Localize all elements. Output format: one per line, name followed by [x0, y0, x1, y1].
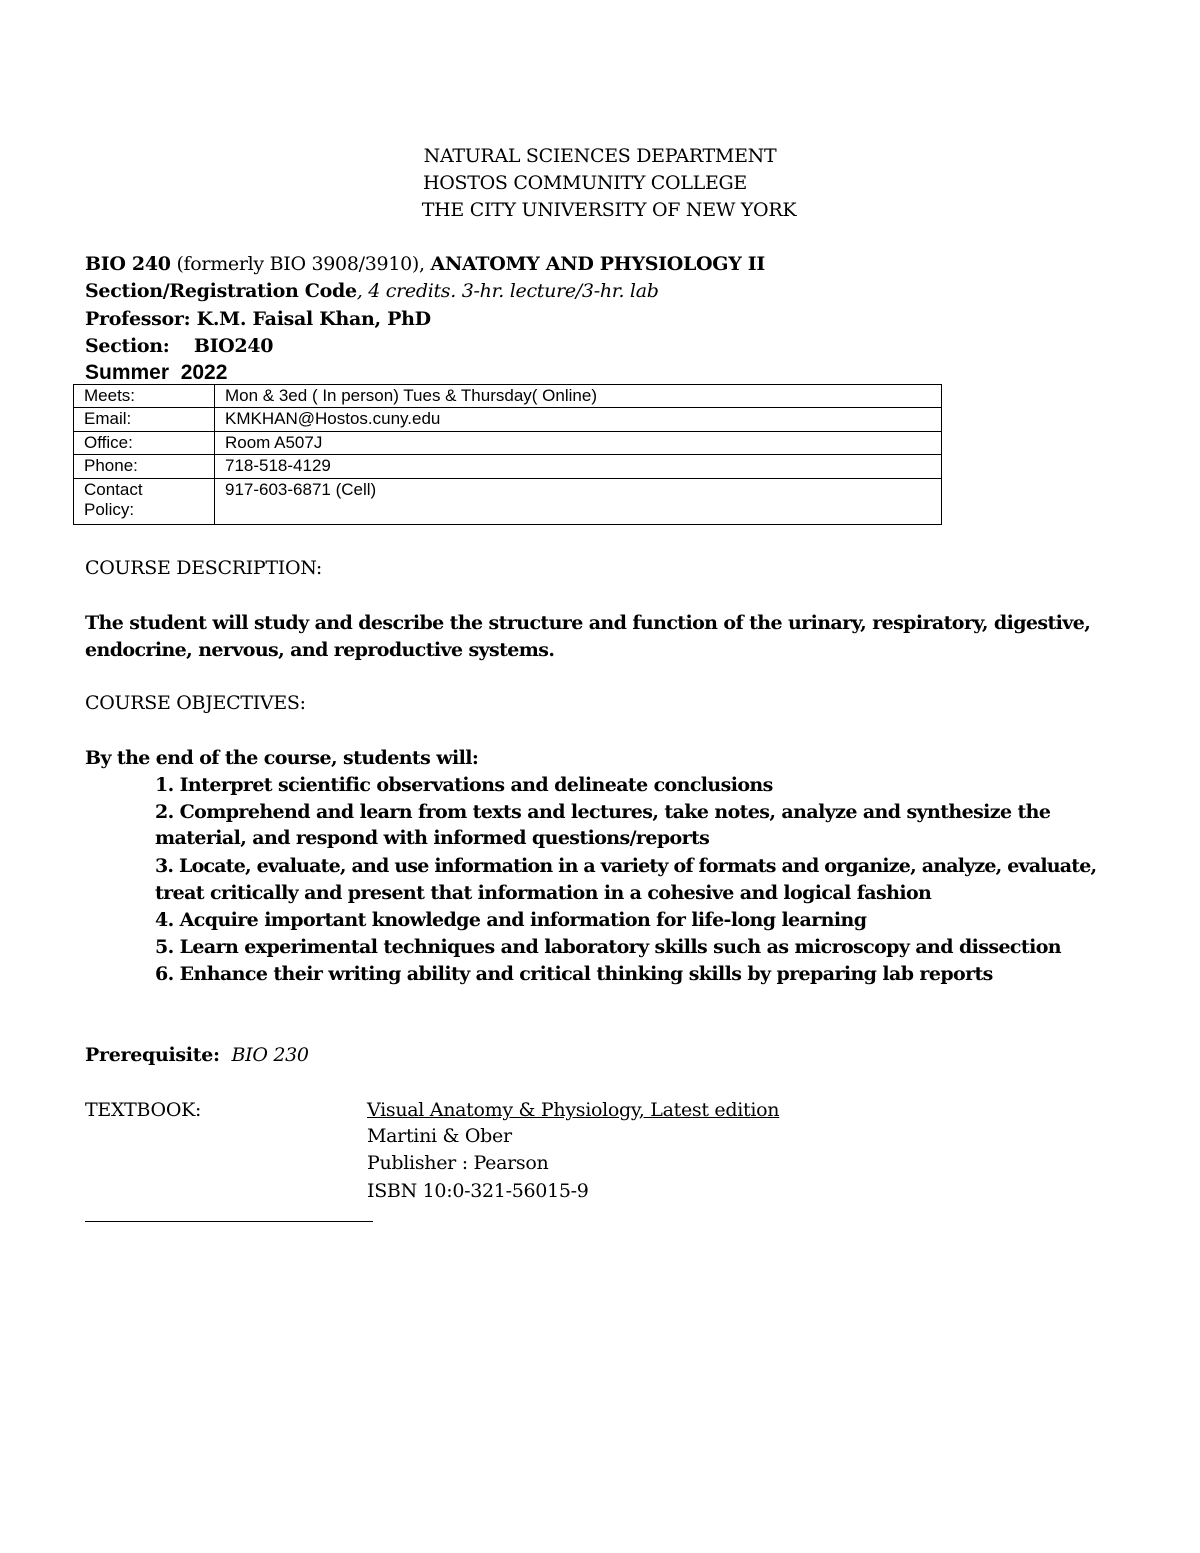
textbook-label: TEXTBOOK:: [85, 1099, 202, 1121]
university-heading: THE CITY UNIVERSITY OF NEW YORK: [421, 199, 797, 221]
phone-label: Phone:: [74, 455, 215, 479]
table-row: [74, 432, 942, 455]
email-value: KMKHAN@Hostos.cuny.edu: [215, 408, 942, 432]
table-row: [74, 385, 942, 408]
section-line: [85, 337, 273, 356]
prerequisite-value: BIO 230: [231, 1044, 309, 1066]
footnote-separator: [85, 1221, 373, 1222]
email-label: Email:: [74, 408, 215, 432]
contact-label-line2: Policy:: [84, 500, 135, 519]
course-name: ANATOMY AND PHYSIOLOGY II: [430, 253, 765, 275]
course-info-table: [73, 384, 942, 525]
course-description-line2: endocrine, nervous, and reproductive systems.: [85, 639, 555, 661]
table-row: [74, 479, 942, 525]
objective-item: 6. Enhance their writing ability and critical thinking skills by preparing lab reports: [155, 963, 993, 985]
textbook-isbn: ISBN 10:0-321-56015-9: [367, 1180, 589, 1202]
meets-value: Mon & 3ed ( In person) Tues & Thursday( Online): [215, 385, 942, 408]
objective-item: 3. Locate, evaluate, and use information in a variety of formats and organize, analyze, evaluate,: [155, 855, 1097, 877]
course-title-line: [85, 255, 765, 274]
course-formerly: (formerly BIO 3908/3910),: [176, 253, 425, 275]
term-label: Summer 2022: [85, 361, 228, 384]
section-label: Section:: [85, 335, 170, 357]
section-registration-line: [85, 282, 659, 301]
office-value: Room A507J: [215, 432, 942, 455]
textbook-authors: Martini & Ober: [367, 1125, 512, 1147]
objective-item: 1. Interpret scientific observations and delineate conclusions: [155, 774, 773, 796]
objective-item: 4. Acquire important knowledge and information for life-long learning: [155, 909, 867, 931]
contact-label-line1: Contact: [84, 480, 143, 499]
section-value: BIO240: [193, 335, 274, 357]
contact-policy-value: 917-603-6871 (Cell): [215, 479, 942, 525]
objective-item: material, and respond with informed questions/reports: [155, 827, 710, 849]
course-code: BIO 240: [85, 253, 171, 275]
meets-label: Meets:: [74, 385, 215, 408]
office-label: Office:: [74, 432, 215, 455]
table-row: [74, 455, 942, 479]
textbook-publisher: Publisher : Pearson: [367, 1152, 549, 1174]
objective-item: 5. Learn experimental techniques and laboratory skills such as microscopy and dissection: [155, 936, 1061, 958]
college-heading: HOSTOS COMMUNITY COLLEGE: [423, 172, 747, 194]
objective-item: treat critically and present that information in a cohesive and logical fashion: [155, 882, 932, 904]
department-heading: NATURAL SCIENCES DEPARTMENT: [423, 145, 777, 167]
phone-value: 718-518-4129: [215, 455, 942, 479]
professor-line: Professor: K.M. Faisal Khan, PhD: [85, 308, 431, 330]
contact-policy-label: [74, 479, 215, 525]
section-registration-detail: , 4 credits. 3-hr. lecture/3-hr. lab: [356, 280, 659, 302]
course-description-line1: The student will study and describe the structure and function of the urinary, respiratory, digestive,: [85, 612, 1091, 634]
objective-item: 2. Comprehend and learn from texts and lectures, take notes, analyze and synthesize the: [155, 801, 1051, 823]
table-row: [74, 408, 942, 432]
course-objectives-heading: COURSE OBJECTIVES:: [85, 692, 306, 714]
prerequisite-line: [85, 1046, 309, 1065]
section-registration-label: Section/Registration Code: [85, 280, 357, 302]
textbook-title: Visual Anatomy & Physiology, Latest edition: [367, 1099, 780, 1121]
prerequisite-label: Prerequisite:: [85, 1044, 220, 1066]
course-description-heading: COURSE DESCRIPTION:: [85, 557, 323, 579]
objectives-intro: By the end of the course, students will:: [85, 747, 479, 769]
